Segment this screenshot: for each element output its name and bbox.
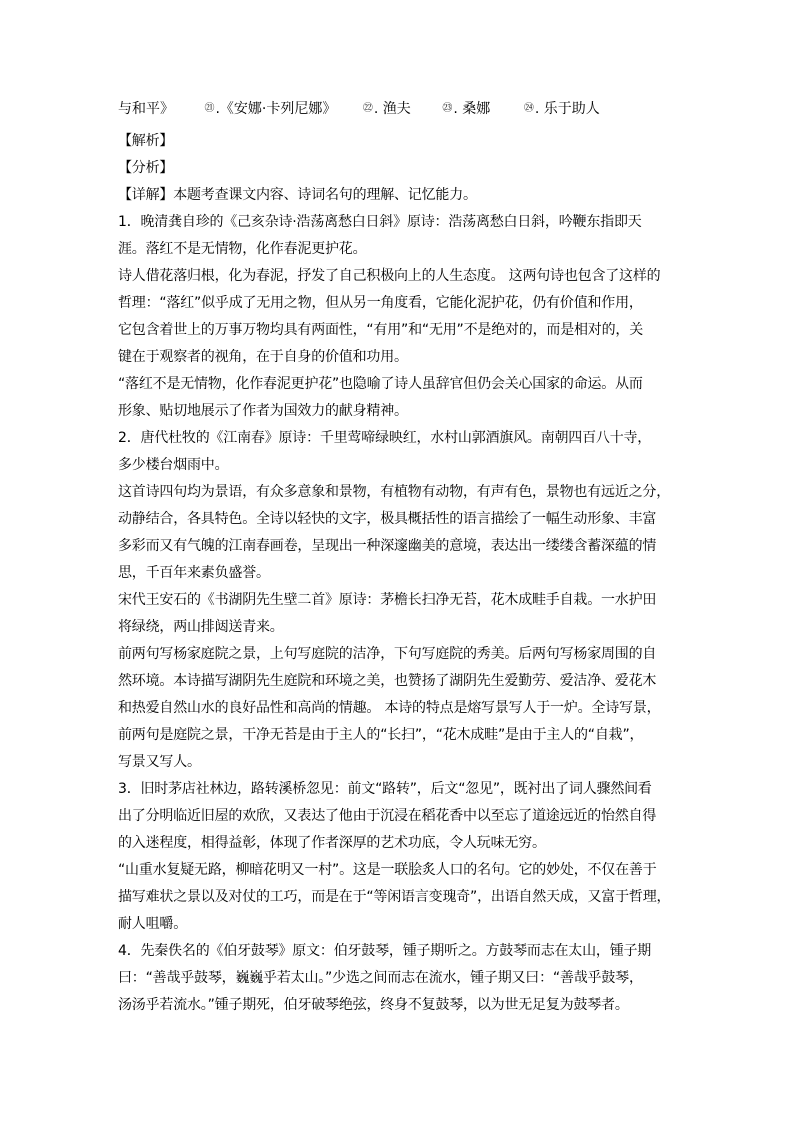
text-line: 汤汤乎若流水。”锺子期死，伯牙破琴绝弦，终身不复鼓琴，以为世无足复为鼓琴者。 [118, 997, 629, 1013]
text-line: 【详解】本题考查课文内容、诗词名句的理解、记忆能力。 [118, 187, 477, 203]
answer-21 [204, 96, 358, 122]
answer-number: ㉑ [204, 103, 215, 114]
answer-number: ㉒ [362, 103, 373, 114]
text-line: 3．旧时茅店社林边，路转溪桥忽见：前文“路转”，后文“忽见”，既衬出了词人骤然间看 [118, 781, 652, 797]
text-line: 【分析】 [118, 160, 174, 176]
text-line: “落红不是无情物，化作春泥更护花”也隐喻了诗人虽辞官但仍会关心国家的命运。从而 [118, 376, 643, 392]
text-line: 宋代王安石的《书湖阴先生壁二首》原诗：茅檐长扫净无苔，花木成畦手自栽。一水护田 [118, 592, 657, 608]
text-line: 它包含着世上的万事万物均具有两面性，“有用”和“无用”不是绝对的，而是相对的，关 [118, 322, 644, 338]
explanation-body [118, 128, 688, 1019]
text-line: 形象、贴切地展示了作者为国效力的献身精神。 [118, 403, 408, 419]
answer-tail: 与和平》 [118, 101, 174, 117]
text-line: 描写难状之景以及对仗的工巧，而是在于“等闲语言变瑰奇”，出语自然天成，又富于哲理， [118, 889, 671, 905]
document-page [118, 96, 688, 1019]
text-line: 然环境。本诗描写湖阴先生庭院和环境之美，也赞扬了湖阴先生爱勤劳、爱洁净、爱花木 [118, 673, 657, 689]
text-line: 2．唐代杜牧的《江南春》原诗：千里莺啼绿映红，水村山郭酒旗风。南朝四百八十寺， [118, 430, 652, 446]
text-line: “山重水复疑无路，柳暗花明又一村”。这是一联脍炙人口的名句。它的妙处，不仅在善于 [118, 862, 657, 878]
answer-text: . 乐于助人 [534, 101, 600, 117]
answers-row [118, 96, 688, 122]
answer-number: ㉓ [442, 103, 453, 114]
answer-22 [363, 96, 438, 122]
text-line: 1．晚清龚自珍的《己亥杂诗·浩荡离愁白日斜》原诗：浩荡离愁白日斜，吟鞭东指即天 [118, 214, 642, 230]
text-line: 【解析】 [118, 133, 174, 149]
answer-24 [524, 96, 600, 122]
text-line: 哲理：“落红”似乎成了无用之物，但从另一角度看，它能化泥护花，仍有价值和作用， [118, 295, 643, 311]
text-line: 和热爱自然山水的良好品性和高尚的情趣。 本诗的特点是熔写景写人于一炉。全诗写景， [118, 700, 661, 716]
text-line: 诗人借花落归根，化为春泥，抒发了自己积极向上的人生态度。 这两句诗也包含了这样的 [118, 268, 661, 284]
text-line: 键在于观察者的视角，在于自身的价值和功用。 [118, 349, 408, 365]
text-line: 前两句是庭院之景，干净无苔是由于主人的“长扫”，“花木成畦”是由于主人的“自栽”， [118, 727, 644, 743]
text-line: 将绿绕，两山排闼送青来。 [118, 619, 284, 635]
text-line: 写景又写人。 [118, 754, 201, 770]
text-line: 动静结合，各具特色。全诗以轻快的文字，极具概括性的语言描绘了一幅生动形象、丰富 [118, 511, 657, 527]
text-line: 曰：“善哉乎鼓琴，巍巍乎若太山。”少选之间而志在流水，锺子期又曰：“善哉乎鼓琴， [118, 970, 643, 986]
answer-text: . 桑娜 [453, 101, 491, 117]
text-line: 涯。落红不是无情物，化作春泥更护花。 [118, 241, 367, 257]
answer-number: ㉔ [523, 103, 534, 114]
text-line: 4．先秦佚名的《伯牙鼓琴》原文：伯牙鼓琴，锺子期听之。方鼓琴而志在太山，锺子期 [118, 943, 652, 959]
text-line: 这首诗四句均为景语，有众多意象和景物，有植物有动物，有声有色，景物也有远近之分， [118, 484, 670, 500]
text-line: 思，千百年来素负盛誉。 [118, 565, 270, 581]
text-line: 耐人咀嚼。 [118, 916, 187, 932]
text-line: 出了分明临近旧屋的欢欣，又表达了他由于沉浸在稻花香中以至忘了道途远近的怡然自得 [118, 808, 657, 824]
answer-text: .《安娜·卡列尼娜》 [215, 101, 337, 117]
answer-23 [442, 96, 519, 122]
text-line: 多少楼台烟雨中。 [118, 457, 229, 473]
text-line: 多彩而又有气魄的江南春画卷，呈现出一种深邃幽美的意境，表达出一缕缕含蓄深蕴的情 [118, 538, 657, 554]
text-line: 的入迷程度，相得益彰，体现了作者深厚的艺术功底，令人玩味无穷。 [118, 835, 546, 851]
text-line: 前两句写杨家庭院之景，上句写庭院的洁净，下句写庭院的秀美。后两句写杨家周围的自 [118, 646, 657, 662]
answer-text: . 渔夫 [373, 101, 411, 117]
